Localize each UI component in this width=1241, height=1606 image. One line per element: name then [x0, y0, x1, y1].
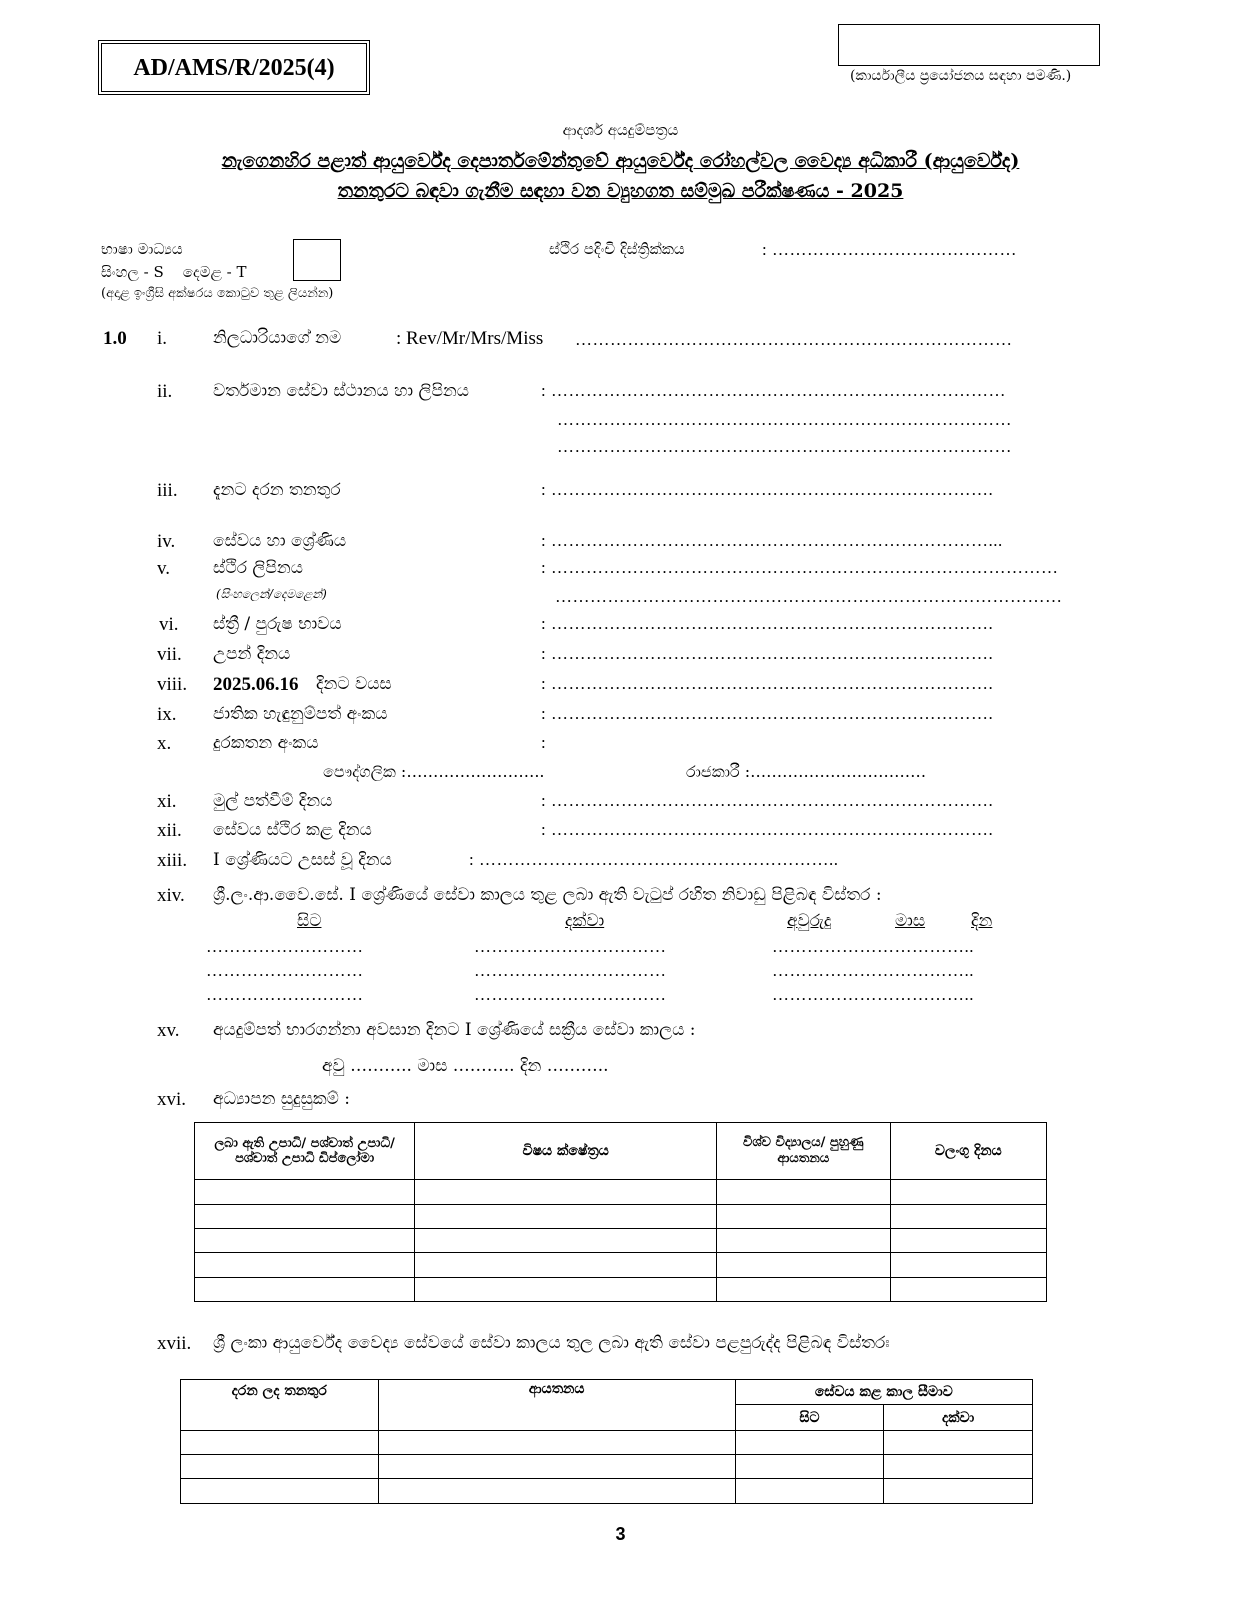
table-cell[interactable] [890, 1278, 1046, 1302]
language-input-box[interactable] [293, 239, 341, 281]
phone-personal-field[interactable]: පෞද්ගලික :…………………….. [323, 762, 545, 781]
nopay-period-1[interactable]: …………………………….. [772, 937, 974, 956]
table-cell[interactable] [717, 1229, 890, 1253]
table-cell[interactable] [717, 1278, 890, 1302]
item-number: vii. [157, 644, 182, 665]
name-field[interactable]: ………………………………………………………………… [575, 330, 1013, 349]
language-options: සිංහල - S දෙමළ - T [101, 263, 247, 281]
active-service-label: අයදුම්පත් භාරගන්නා අවසාන දිනට I ශ්‍රේණියේ සක්‍රීය සේවා කාලය : [213, 1020, 696, 1040]
nic-label: ජාතික හැඳුනුම්පත් අංකය [213, 704, 388, 724]
section-number: 1.0 [103, 328, 127, 349]
nopay-col-years: අවුරුදු [787, 911, 832, 931]
nopay-period-3[interactable]: …………………………….. [772, 985, 974, 1004]
item-number: i. [157, 328, 168, 349]
birth-date-label: උපන් දිනය [213, 644, 291, 664]
language-label: භාෂා මාධ්‍යය [101, 240, 183, 258]
nopay-col-to: දක්වා [565, 911, 605, 931]
current-post-label: දැනට දරන තනතුර [213, 480, 341, 500]
experience-table [180, 1379, 1033, 1504]
current-post-field[interactable]: : …………………………………………………………………. [541, 480, 994, 499]
table-cell[interactable] [195, 1229, 415, 1253]
workplace-label: වර්තමාන සේවා ස්ථානය හා ලිපිනය [213, 381, 469, 401]
edu-header-subject: විෂය ක්ෂේත්‍රය [415, 1123, 717, 1180]
table-row [195, 1180, 1047, 1205]
permanent-address-field-1[interactable]: : …………………………………………………………………………… [541, 558, 1059, 577]
age-label: දිනට වයස [316, 674, 392, 694]
age-reference-date: 2025.06.16 [213, 674, 299, 695]
page-number: 3 [615, 1524, 626, 1544]
table-cell[interactable] [195, 1205, 415, 1229]
form-title-line2: තනතුරට බඳවා ගැනීම සඳහා වන ව්‍යුහගත සම්මුඛ පරීක්ෂණය - 2025 [337, 180, 904, 202]
phone-colon: : [541, 733, 547, 752]
gender-label: ස්ත්‍රී / පුරුෂ භාවය [213, 614, 342, 634]
item-number: xv. [157, 1020, 180, 1041]
nopay-col-months: මාස [895, 911, 926, 931]
nopay-to-1[interactable]: …………………………… [474, 937, 667, 956]
reference-code: AD/AMS/R/2025(4) [101, 43, 367, 92]
confirmation-date-field[interactable]: : …………………………………………………………………. [541, 820, 994, 839]
table-cell[interactable] [378, 1431, 735, 1455]
table-cell[interactable] [884, 1455, 1033, 1479]
form-subtitle: ආදර්ශ අයදුම්පත්‍රය [562, 121, 679, 139]
grade1-promotion-label: I ශ්‍රේණියට උසස් වූ දිනය [213, 850, 392, 870]
exp-header-to: දක්වා [884, 1405, 1033, 1431]
table-row [195, 1253, 1047, 1278]
grade1-promotion-field[interactable]: : …………………………………………………….. [469, 850, 839, 869]
exp-header-period: සේවය කළ කාල සීමාව [735, 1380, 1032, 1405]
item-number: xvii. [157, 1333, 192, 1354]
nopay-leave-label: ශ්‍රී.ලං.ආ.වෛ.සේ. I ශ්‍රේණියේ සේවා කාලය තුළ ලබා ඇති වැටුප් රහිත නිවාඩු පිළිබඳ විස්තර : [213, 885, 882, 905]
table-row [195, 1278, 1047, 1302]
item-number: ix. [157, 704, 177, 725]
table-cell[interactable] [890, 1229, 1046, 1253]
language-note: (අදාළ ඉංග්‍රීසි අක්ෂරය කොටුව තුළ ලියන්න) [101, 286, 334, 301]
table-cell[interactable] [415, 1180, 717, 1205]
table-cell[interactable] [717, 1205, 890, 1229]
edu-header-valid-date: වලංගු දිනය [890, 1123, 1046, 1180]
workplace-field-2[interactable]: …………………………………………………………………… [557, 410, 1012, 429]
item-number: viii. [157, 674, 188, 695]
item-number: xiv. [157, 885, 185, 906]
table-cell[interactable] [415, 1205, 717, 1229]
district-field[interactable]: : …………………………………… [762, 240, 1017, 259]
table-cell[interactable] [378, 1455, 735, 1479]
table-cell[interactable] [415, 1229, 717, 1253]
confirmation-date-label: සේවය ස්ථිර කළ දිනය [213, 820, 372, 840]
phone-official-field[interactable]: රාජකාරී :…………………………… [686, 762, 927, 781]
nopay-col-from: සිට [297, 911, 322, 931]
item-number: vi. [159, 614, 179, 635]
age-field[interactable]: : …………………………………………………………………. [541, 674, 994, 693]
item-number: xi. [157, 791, 177, 812]
table-cell[interactable] [717, 1253, 890, 1278]
table-cell[interactable] [181, 1455, 379, 1479]
table-cell[interactable] [717, 1180, 890, 1205]
table-row [181, 1479, 1033, 1504]
table-cell[interactable] [195, 1278, 415, 1302]
experience-label: ශ්‍රී ලංකා ආයුර්වේද වෛද්‍ය සේවයේ සේවා කාලය තුල ලබා ඇති සේවා පළපුරුද්ද පිළිබඳ විස්තරඃ [213, 1333, 890, 1353]
table-row [195, 1205, 1047, 1229]
workplace-field-3[interactable]: …………………………………………………………………… [557, 437, 1012, 456]
table-row [195, 1229, 1047, 1253]
table-row [181, 1431, 1033, 1455]
nopay-col-days: දින [971, 911, 993, 931]
qualifications-label: අධ්‍යාපන සුදුසුකම් : [213, 1089, 350, 1109]
table-cell[interactable] [181, 1431, 379, 1455]
table-cell[interactable] [890, 1205, 1046, 1229]
gender-field[interactable]: : …………………………………………………………………. [541, 614, 994, 633]
nopay-from-3[interactable]: ……………………… [206, 985, 364, 1004]
table-cell[interactable] [195, 1180, 415, 1205]
table-cell[interactable] [415, 1253, 717, 1278]
form-title-line1: නැගෙනහිර පළාත් ආයුර්වේද දෙපාර්තමේන්තුවේ ආයුර්වේද රෝහල්වල වෛද්‍ය අධිකාරී (ආයුර්වේද) [221, 150, 1020, 172]
item-number: iv. [157, 531, 176, 552]
permanent-address-field-2[interactable]: …………………………………………………………………………… [555, 587, 1063, 606]
service-grade-field[interactable]: : …………………………………………………………………... [541, 531, 1003, 550]
permanent-address-sublabel: (සිංහලෙන්/දෙමළෙන්) [216, 587, 327, 601]
exp-header-institution: ආයතනය [378, 1380, 735, 1431]
edu-header-degree: ලබා ඇති උපාධි/ පශ්චාත් උපාධි/ පශ්චාත් උපාධි ඩිප්ලෝමා [195, 1123, 415, 1180]
table-cell[interactable] [735, 1431, 884, 1455]
item-number: xii. [157, 820, 182, 841]
table-row [181, 1455, 1033, 1479]
item-number: x. [157, 733, 172, 754]
table-cell[interactable] [195, 1253, 415, 1278]
service-grade-label: සේවය හා ශ්‍රේණිය [213, 531, 347, 551]
exp-header-post: දරන ලද තනතුර [181, 1380, 379, 1431]
workplace-field-1[interactable]: : …………………………………………………………………… [541, 381, 1006, 400]
name-prefix: : Rev/Mr/Mrs/Miss [396, 328, 544, 349]
table-cell[interactable] [735, 1455, 884, 1479]
office-use-note: (කාර්යාලීය ප්‍රයෝජනය සඳහා පමණි.) [850, 68, 1072, 84]
item-number: v. [157, 558, 171, 579]
table-cell[interactable] [890, 1180, 1046, 1205]
item-number: iii. [157, 480, 178, 501]
phone-label: දුරකතන අංකය [213, 733, 319, 753]
nic-field[interactable]: : …………………………………………………………………. [541, 704, 994, 723]
nopay-to-3[interactable]: …………………………… [474, 985, 667, 1004]
table-cell[interactable] [181, 1479, 379, 1504]
edu-header-university: විශ්ව විද්‍යාලය/ පුහුණු ආයතනය [717, 1123, 890, 1180]
name-label: නිලධාරියාගේ නම [213, 328, 342, 348]
nopay-to-2[interactable]: …………………………… [474, 961, 667, 980]
table-cell[interactable] [884, 1431, 1033, 1455]
item-number: xiii. [157, 850, 188, 871]
nopay-period-2[interactable]: …………………………….. [772, 961, 974, 980]
table-cell[interactable] [884, 1479, 1033, 1504]
office-use-box[interactable] [838, 24, 1100, 66]
table-cell[interactable] [378, 1479, 735, 1504]
nopay-from-1[interactable]: ……………………… [206, 937, 364, 956]
exp-header-from: සිට [735, 1405, 884, 1431]
item-number: xvi. [157, 1089, 187, 1110]
table-cell[interactable] [415, 1278, 717, 1302]
permanent-address-label: ස්ථිර ලිපිනය [213, 558, 303, 578]
table-cell[interactable] [735, 1479, 884, 1504]
nopay-from-2[interactable]: ……………………… [206, 961, 364, 980]
birth-date-field[interactable]: : …………………………………………………………………. [541, 644, 994, 663]
first-appointment-field[interactable]: : …………………………………………………………………. [541, 791, 994, 810]
district-label: ස්ථිර පදිංචි දිස්ත්‍රික්කය [549, 240, 685, 258]
item-number: ii. [157, 381, 173, 402]
qualifications-table [194, 1122, 1047, 1302]
first-appointment-label: මුල් පත්වීම් දිනය [213, 791, 333, 811]
table-cell[interactable] [890, 1253, 1046, 1278]
active-service-field[interactable]: අවු ……….. මාස ……….. දින ……….. [322, 1056, 609, 1076]
